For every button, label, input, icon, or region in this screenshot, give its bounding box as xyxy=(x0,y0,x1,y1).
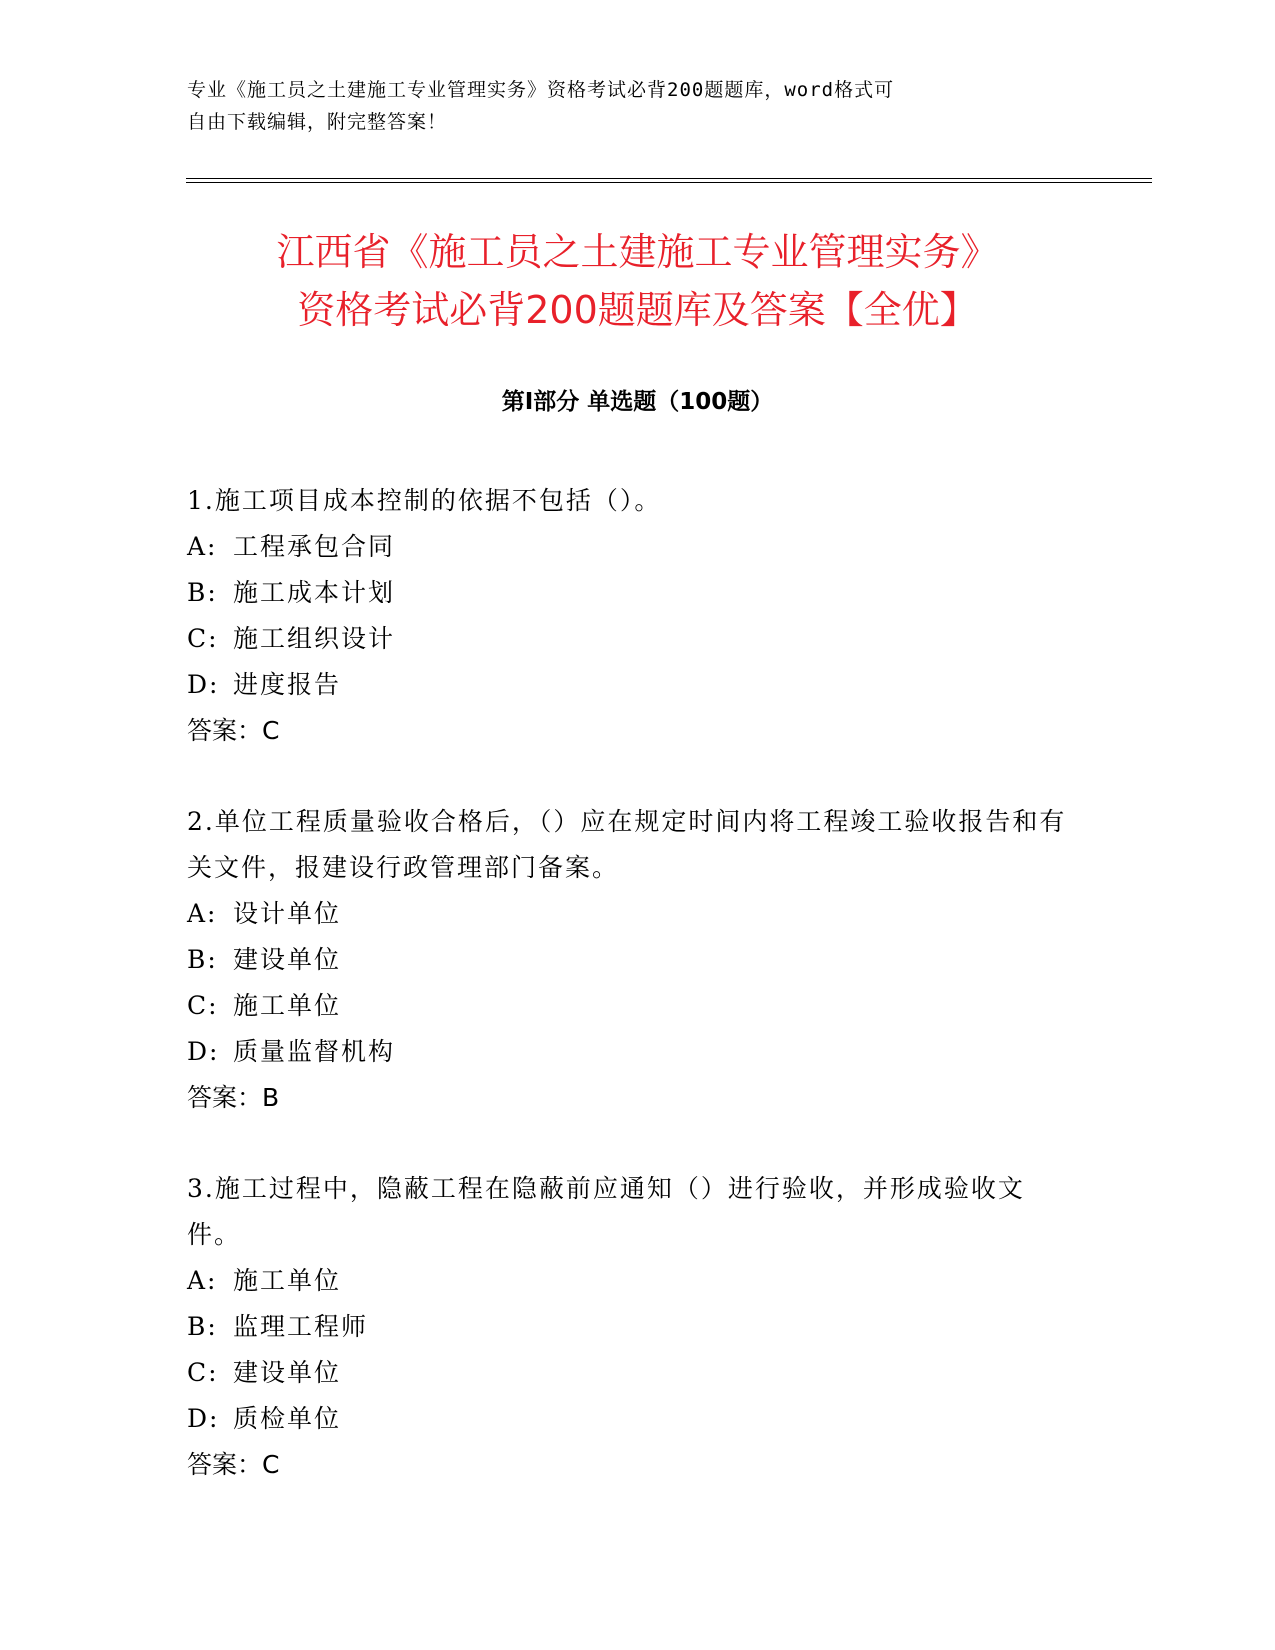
option-letter: C: xyxy=(187,624,219,653)
option-letter: B: xyxy=(187,945,218,974)
question-stem: 3.施工过程中，隐蔽工程在隐蔽前应通知（）进行验收，并形成验收文件。 xyxy=(187,1174,1025,1249)
option-text: 建设单位 xyxy=(233,945,342,974)
question-1 xyxy=(187,478,1067,754)
option-d xyxy=(187,1396,1067,1442)
option-b xyxy=(187,1304,1067,1350)
option-text: 施工单位 xyxy=(233,1266,342,1295)
option-c xyxy=(187,616,1067,662)
question-2 xyxy=(187,799,1067,1121)
header-divider xyxy=(186,178,1152,183)
answer-line: 答案：B xyxy=(187,1083,280,1112)
document-title xyxy=(150,223,1125,339)
option-text: 质量监督机构 xyxy=(233,1037,396,1066)
option-letter: C: xyxy=(187,991,219,1020)
option-letter: A: xyxy=(187,532,218,561)
option-letter: D: xyxy=(187,1404,220,1433)
option-letter: B: xyxy=(187,578,218,607)
option-a xyxy=(187,524,1067,570)
option-text: 进度报告 xyxy=(233,670,342,699)
title-line-1: 江西省《施工员之土建施工专业管理实务》 xyxy=(276,230,999,274)
option-c xyxy=(187,983,1067,1029)
option-text: 工程承包合同 xyxy=(233,532,396,561)
option-text: 设计单位 xyxy=(233,899,342,928)
option-text: 施工单位 xyxy=(233,991,342,1020)
option-a xyxy=(187,891,1067,937)
option-b xyxy=(187,937,1067,983)
option-letter: C: xyxy=(187,1358,219,1387)
question-list xyxy=(187,478,1067,1533)
option-letter: A: xyxy=(187,1266,218,1295)
question-stem: 2.单位工程质量验收合格后，（）应在规定时间内将工程竣工验收报告和有关文件，报建设行政管理部门备案。 xyxy=(187,807,1067,882)
option-d xyxy=(187,1029,1067,1075)
question-stem: 1.施工项目成本控制的依据不包括（）。 xyxy=(187,486,662,515)
option-text: 施工组织设计 xyxy=(233,624,396,653)
question-3 xyxy=(187,1166,1067,1488)
option-letter: A: xyxy=(187,899,218,928)
document-header-note xyxy=(187,74,1087,138)
option-c xyxy=(187,1350,1067,1396)
option-a xyxy=(187,1258,1067,1304)
option-text: 施工成本计划 xyxy=(233,578,396,607)
option-letter: B: xyxy=(187,1312,218,1341)
title-line-2: 资格考试必背200题题库及答案【全优】 xyxy=(297,288,978,332)
option-d xyxy=(187,662,1067,708)
option-b xyxy=(187,570,1067,616)
option-letter: D: xyxy=(187,670,220,699)
option-text: 建设单位 xyxy=(233,1358,342,1387)
section-heading: 第Ⅰ部分 单选题（100题） xyxy=(501,389,774,415)
header-note-line-1: 专业《施工员之土建施工专业管理实务》资格考试必背200题题库，word格式可 xyxy=(187,79,895,101)
option-text: 质检单位 xyxy=(233,1404,342,1433)
option-letter: D: xyxy=(187,1037,220,1066)
answer-line: 答案：C xyxy=(187,716,280,745)
header-note-line-2: 自由下载编辑，附完整答案！ xyxy=(187,111,448,133)
answer-line: 答案：C xyxy=(187,1450,280,1479)
option-text: 监理工程师 xyxy=(233,1312,369,1341)
